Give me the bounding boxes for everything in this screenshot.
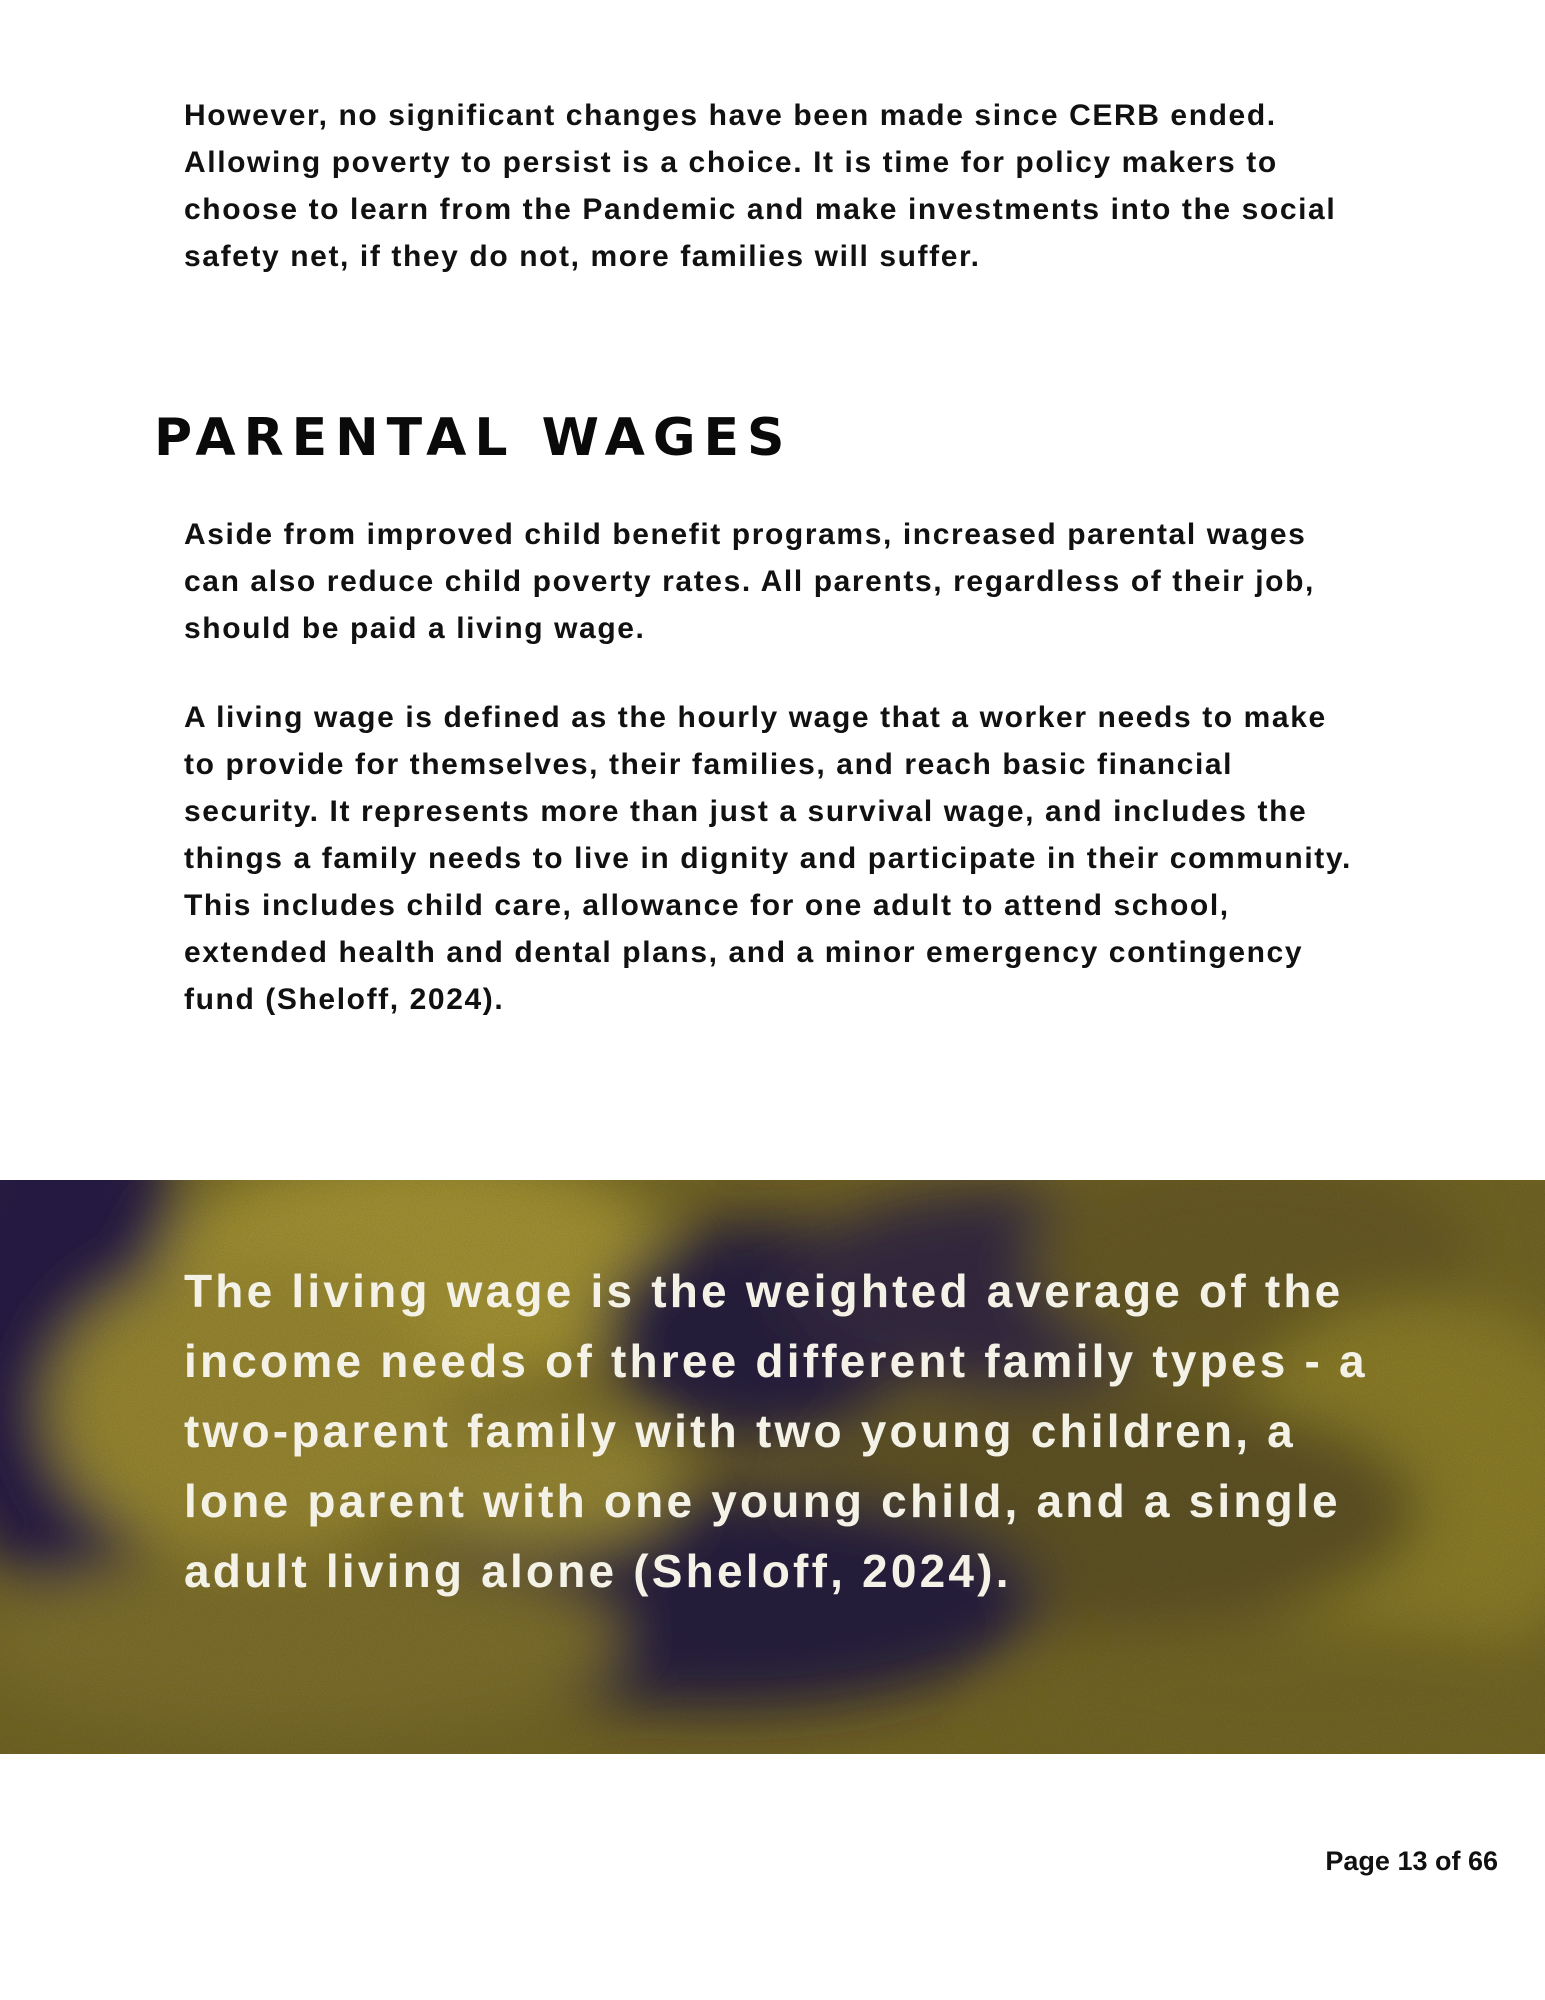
section-heading: PARENTAL WAGES — [154, 408, 793, 468]
wages-paragraph-1: Aside from improved child benefit programs, increased parental wages can also reduce child poverty rates. All parents, regardless of their job, should be paid a living wage. — [184, 518, 1315, 645]
intro-paragraph: However, no significant changes have been made since CERB ended. Allowing poverty to persist is a choice. It is time for policy makers to choose to learn from the Pandemic and make investments into the social safety net, if they do not, more families will suffer. — [184, 99, 1337, 273]
page-number: Page 13 of 66 — [1325, 1846, 1498, 1876]
banner-quote: The living wage is the weighted average of the income needs of three different family types - a two-parent family with two young children, a lone parent with one young child, and a single adult living alone (Sheloff, 2024). — [184, 1265, 1368, 1597]
wages-paragraph-2: A living wage is defined as the hourly wage that a worker needs to make to provide for themselves, their families, and reach basic financial security. It represents more than just a survival wage, and includes the things a family needs to live in dignity and participate in their community. This includes child care, allowance for one adult to attend school, extended health and dental plans, and a minor emergency contingency fund (Sheloff, 2024). — [184, 701, 1352, 1016]
